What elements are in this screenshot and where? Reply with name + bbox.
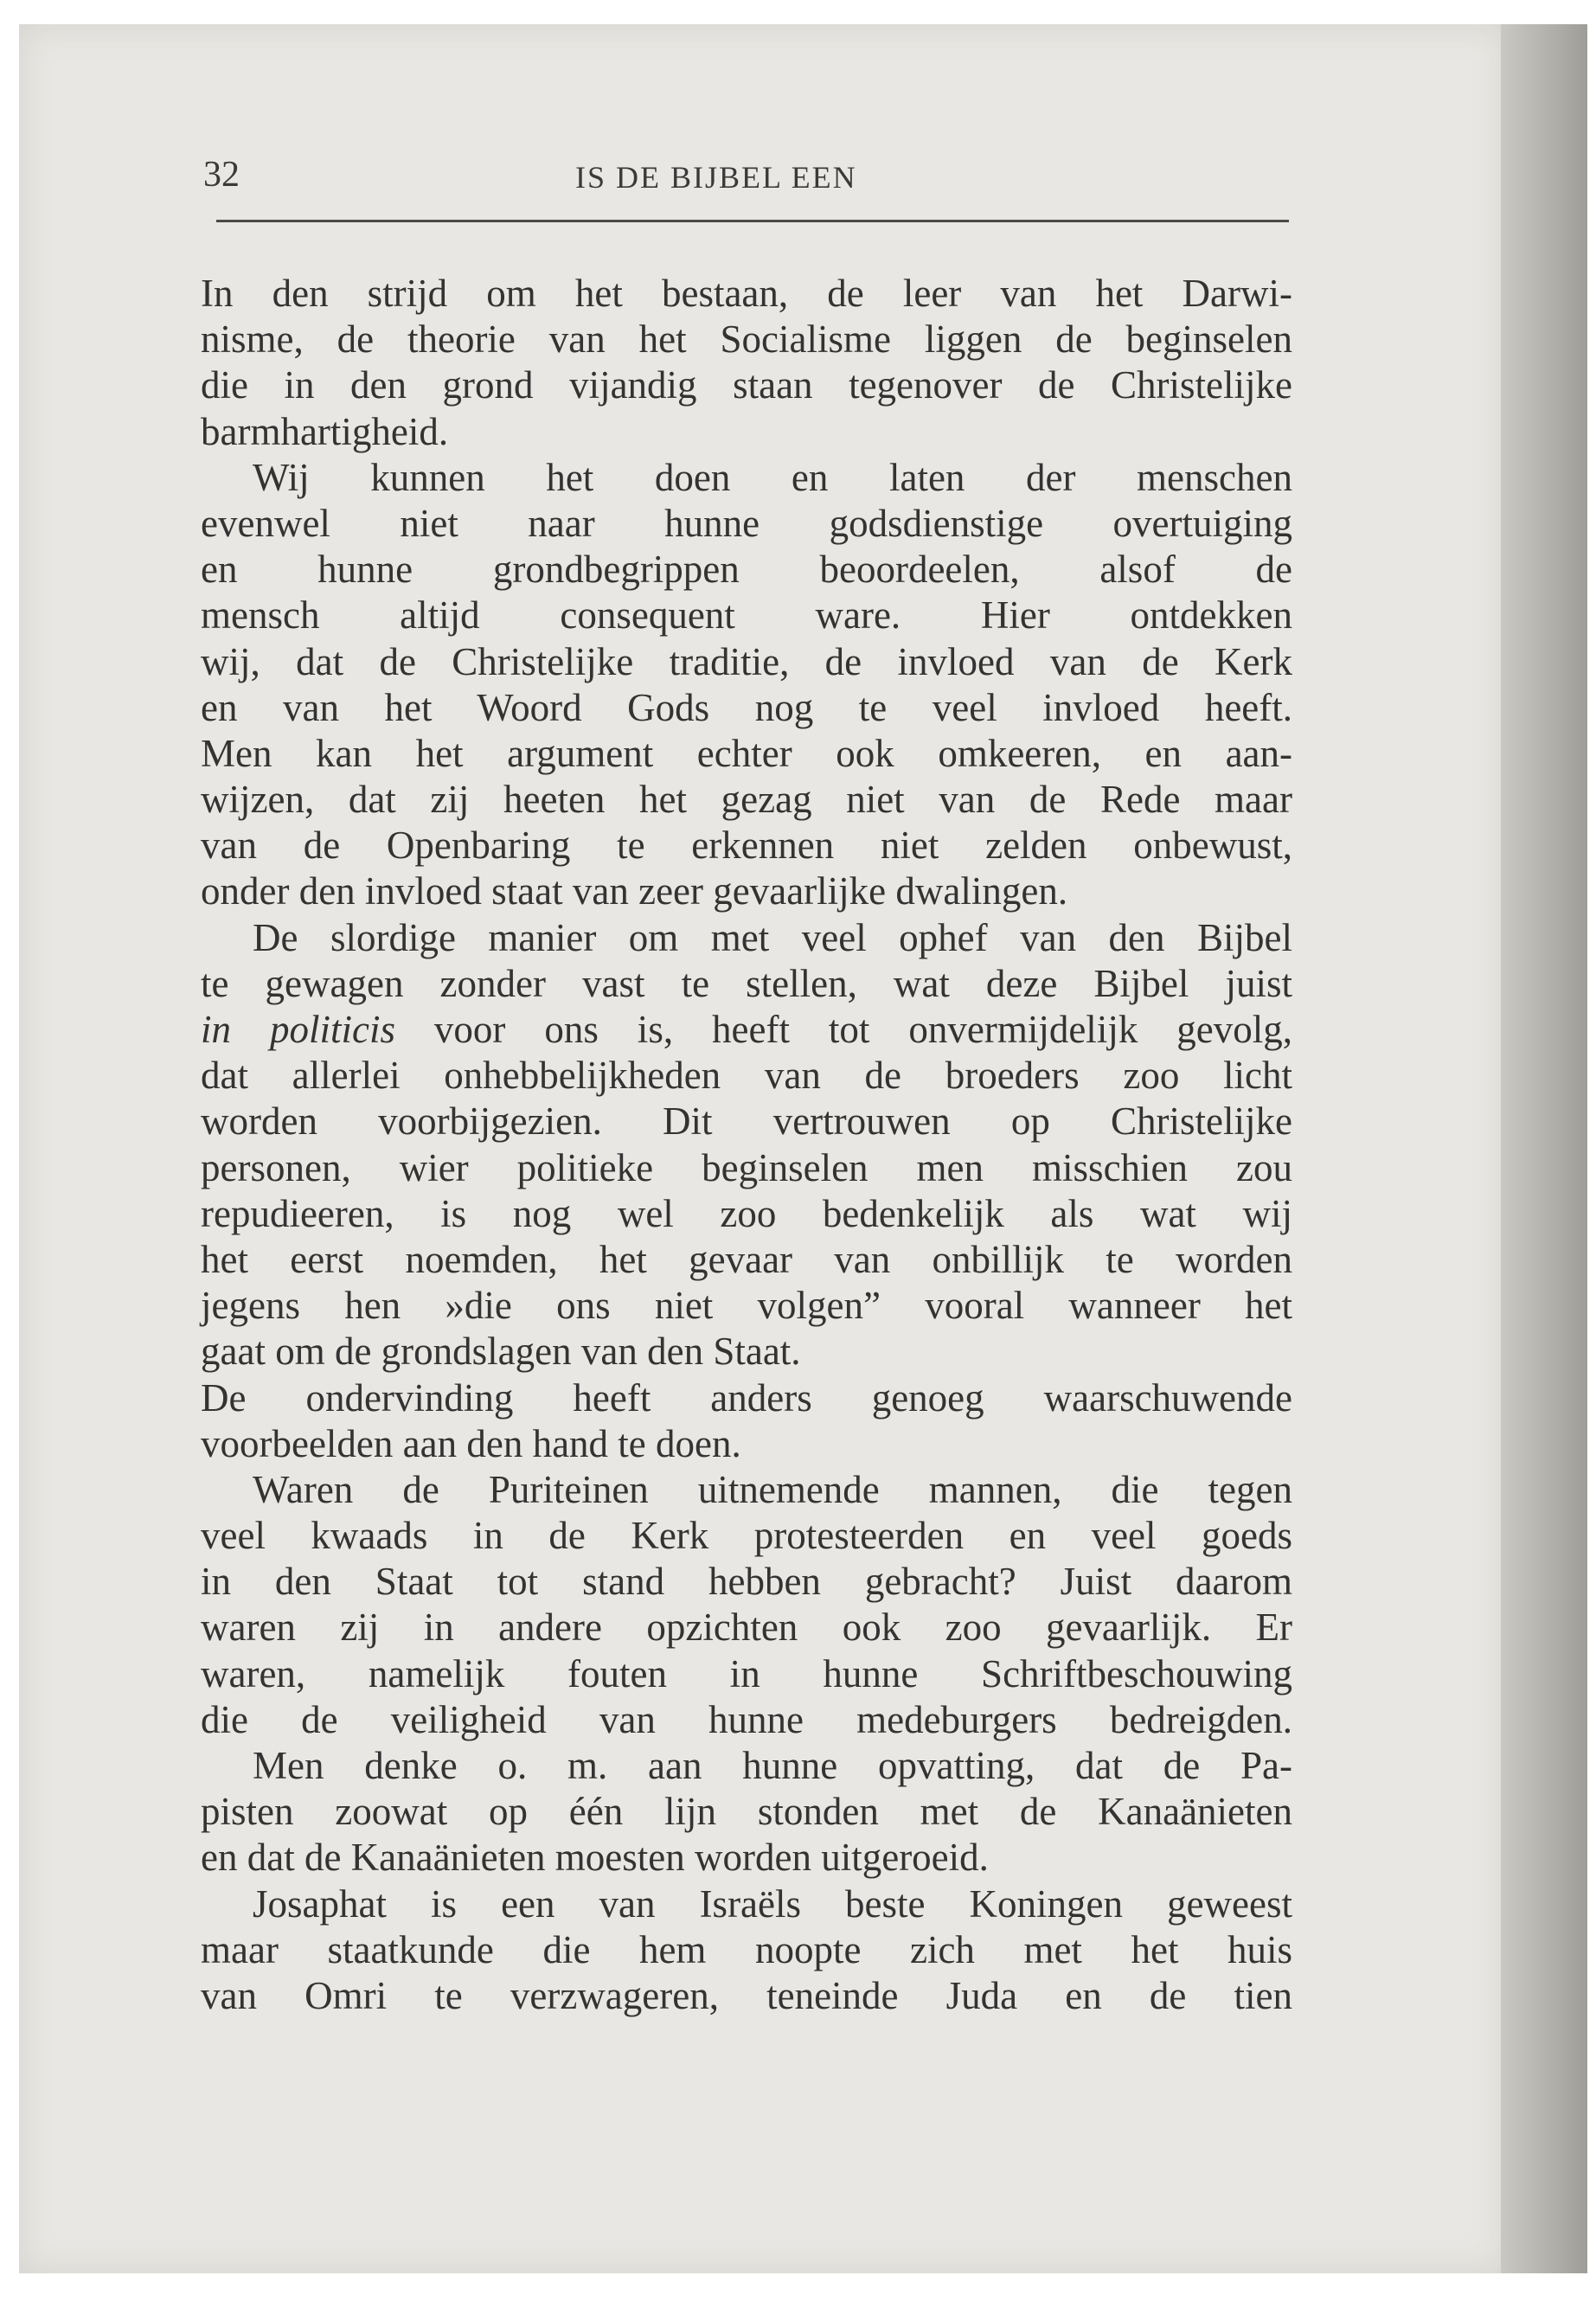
text-line: nisme, de theorie van het Socialisme liggen de beginselen [201, 317, 1292, 362]
text-line: evenwel niet naar hunne godsdienstige overtuiging [201, 501, 1292, 545]
text-line: waren, namelijk fouten in hunne Schriftbeschouwing [201, 1651, 1292, 1695]
text-line: het eerst noemden, het gevaar van onbillijk te worden [201, 1237, 1292, 1281]
text-line: wij, dat de Christelijke traditie, de invloed van de Kerk [201, 639, 1292, 683]
text-line: Men denke o. m. aan hunne opvatting, dat de Pa- [253, 1744, 1292, 1787]
page-number: 32 [203, 155, 240, 195]
text-line: barmhartigheid. [201, 409, 449, 453]
text-line: die in den grond vijandig staan tegenover de Christelijke [201, 363, 1292, 407]
text-line: en van het Woord Gods nog te veel invloed heeft. [201, 685, 1292, 729]
text-line-with-italic [201, 1007, 1292, 1053]
text-line: die de veiligheid van hunne medeburgers bedreigden. [201, 1697, 1292, 1741]
header-rule [216, 220, 1289, 222]
text-line: Josaphat is een van Israëls beste Koningen geweest [253, 1881, 1292, 1926]
text-line: wijzen, dat zij heeten het gezag niet van de Rede maar [201, 778, 1292, 822]
header-title: IS DE BIJBEL EEN [575, 160, 857, 195]
text-line: De slordige manier om met veel ophef van den Bijbel [253, 915, 1292, 959]
text-line: in den Staat tot stand hebben gebracht? Juist daarom [201, 1560, 1292, 1604]
text-line: maar staatkunde die hem noopte zich met het huis [201, 1927, 1292, 1971]
italic-phrase: in politicis [201, 1008, 395, 1051]
text-line: dat allerlei onhebbelijkheden van de broeders zoo licht [201, 1054, 1292, 1098]
text-line: pisten zoowat op één lijn stonden met de Kanaänieten [201, 1790, 1292, 1834]
text-line: Men kan het argument echter ook omkeeren, en aan- [201, 731, 1292, 775]
text-line-rest: voor ons is, heeft tot onvermijdelijk gevolg, [433, 1008, 1292, 1051]
text-line: onder den invloed staat van zeer gevaarlijke dwalingen. [201, 869, 1068, 913]
text-line: mensch altijd consequent ware. Hier ontdekken [201, 593, 1292, 638]
text-line: worden voorbijgezien. Dit vertrouwen op Christelijke [201, 1099, 1292, 1144]
running-header [203, 154, 1293, 206]
text-line: voorbeelden aan den hand te doen. [201, 1421, 741, 1465]
text-line: van Omri te verzwageren, teneinde Juda en de tien [201, 1973, 1292, 2017]
text-line: gaat om de grondslagen van den Staat. [201, 1330, 801, 1374]
text-line: Wij kunnen het doen en laten der menschen [253, 455, 1292, 499]
text-line: jegens hen »die ons niet volgen” vooral wanneer het [201, 1284, 1292, 1328]
text-line: In den strijd om het bestaan, de leer van het Darwi- [201, 272, 1292, 315]
text-line: repudieeren, is nog wel zoo bedenkelijk als wat wij [201, 1191, 1292, 1235]
text-line: en hunne grondbegrippen beoordeelen, alsof de [201, 548, 1292, 592]
text-line: veel kwaads in de Kerk protesteerden en veel goeds [201, 1514, 1292, 1558]
text-line: personen, wier politieke beginselen men misschien zou [201, 1145, 1292, 1189]
text-line: en dat de Kanaänieten moesten worden uitgeroeid. [201, 1836, 989, 1880]
text-line: van de Openbaring te erkennen niet zelden onbewust, [201, 824, 1292, 868]
text-line: Waren de Puriteinen uitnemende mannen, die tegen [253, 1467, 1292, 1511]
text-line: waren zij in andere opzichten ook zoo gevaarlijk. Er [201, 1606, 1292, 1650]
text-line: De ondervinding heeft anders genoeg waarschuwende [201, 1375, 1292, 1420]
text-line: te gewagen zonder vast te stellen, wat deze Bijbel juist [201, 961, 1292, 1005]
page-edge [1501, 24, 1587, 2273]
body-text [201, 271, 1292, 2019]
